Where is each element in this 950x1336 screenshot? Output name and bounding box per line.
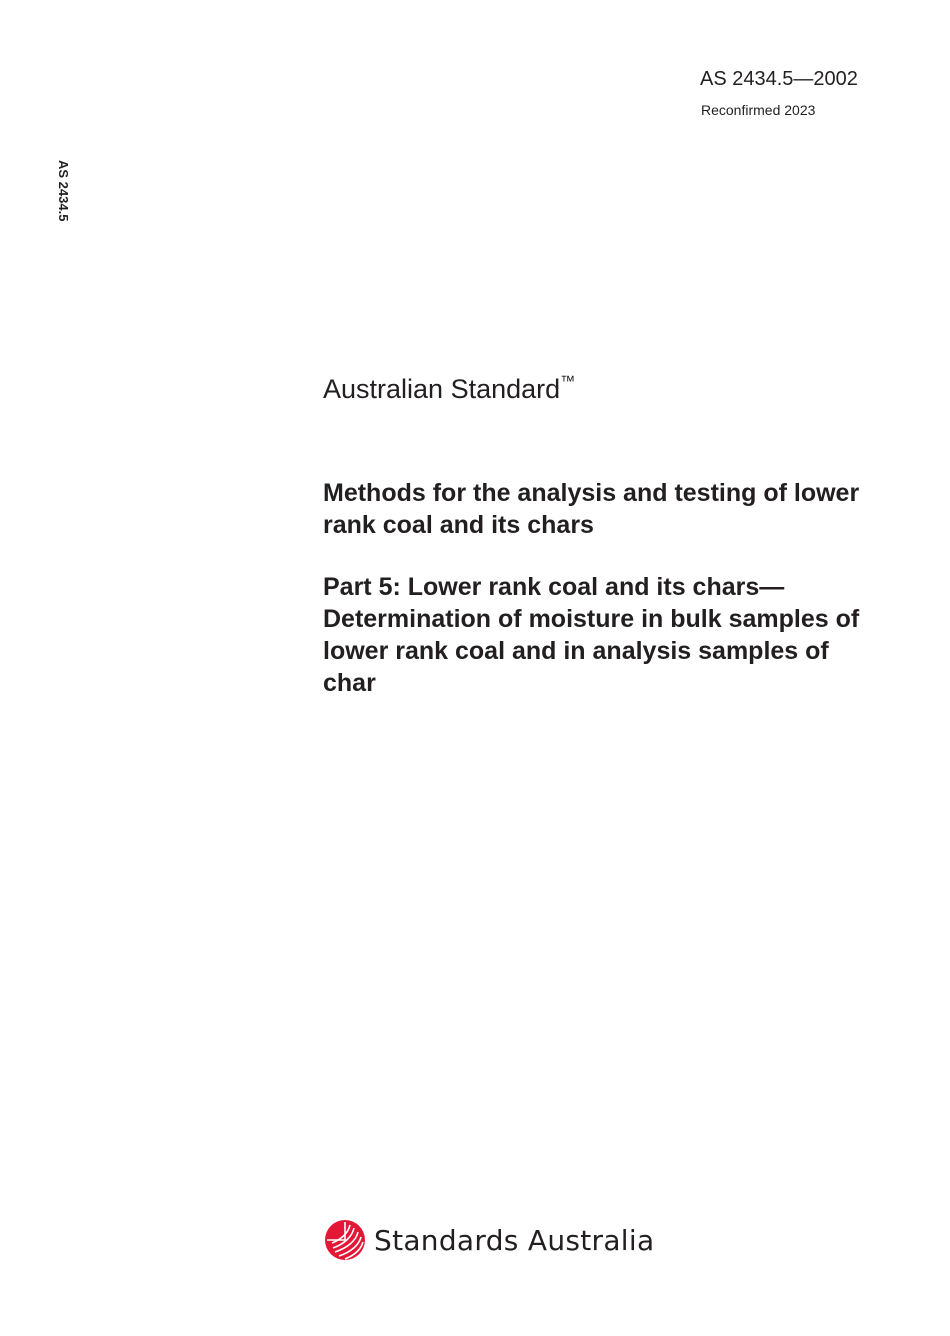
trademark-mark: ™ [560,373,576,390]
standards-australia-logo-icon [324,1219,366,1261]
spine-text: AS 2434.5 [56,160,71,222]
document-subtitle: Part 5: Lower rank coal and its chars—Determination of moisture in bulk samples of lower rank coal and in analysis samples of char [323,573,860,697]
reconfirmed-note: Reconfirmed 2023 [701,102,816,118]
publisher-block [324,1218,654,1262]
document-designation: AS 2434.5—2002 [700,68,858,90]
series-name: Australian Standard [323,374,561,404]
series-heading [323,374,575,405]
spine-label [54,160,72,240]
publisher-name: Standards Australia [374,1223,655,1257]
document-title: Methods for the analysis and testing of lower rank coal and its chars [323,479,860,539]
